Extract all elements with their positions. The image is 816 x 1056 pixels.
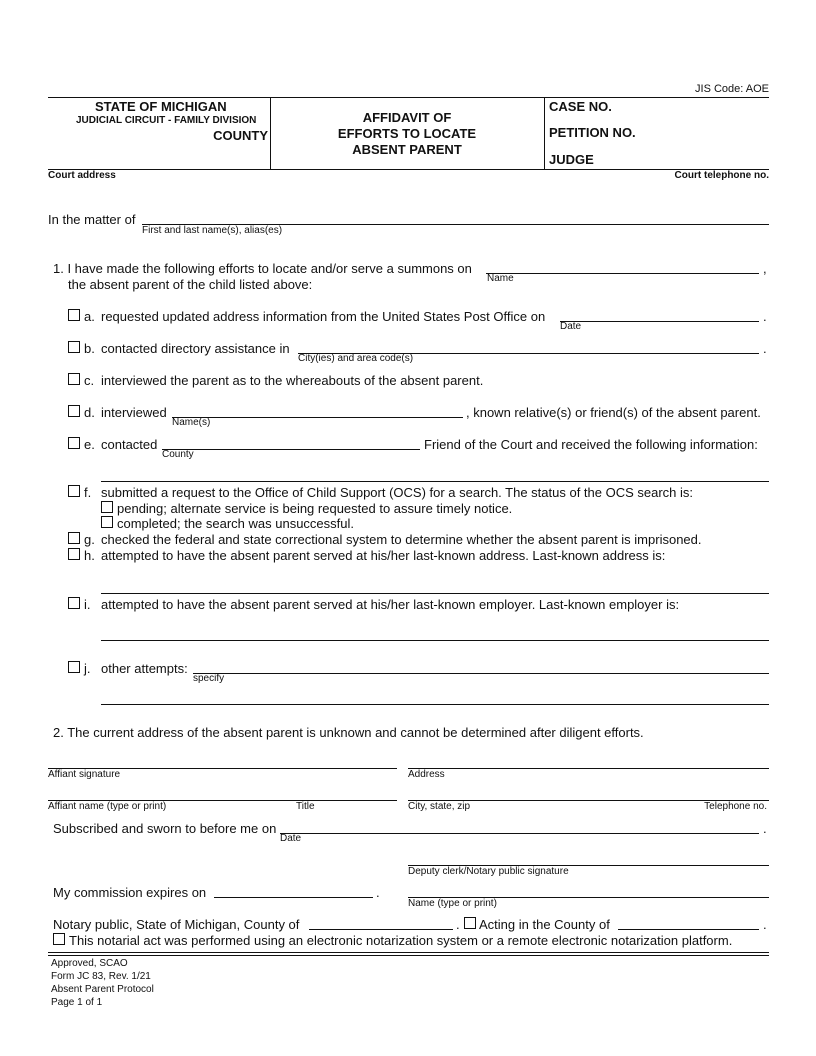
affiant-name-label: Affiant name (type or print): [48, 801, 167, 812]
item-e-sublabel: County: [162, 449, 194, 460]
form-title-line2: EFFORTS TO LOCATE: [337, 126, 477, 141]
item-j-text: other attempts:: [101, 661, 188, 676]
address-field[interactable]: [408, 768, 769, 769]
item-e-text: contacted: [101, 437, 158, 452]
item-h-text: attempted to have the absent parent served at his/her last-known address. Last-known address is:: [101, 548, 666, 563]
item-g-text: checked the federal and state correctional system to determine whether the absent parent is imprisoned.: [101, 532, 702, 547]
checkbox-g[interactable]: [68, 532, 80, 544]
telephone-label: Telephone no.: [704, 801, 767, 812]
item1-comma: ,: [763, 261, 767, 276]
item-a-date-sublabel: Date: [560, 321, 582, 332]
affiant-signature-label: Affiant signature: [48, 769, 121, 780]
footer-rule-1: [48, 952, 769, 953]
electronic-notarization-text: This notarial act was performed using an electronic notarization system or a remote electronic notarization platform.: [69, 933, 733, 948]
matter-sublabel: First and last name(s), alias(es): [142, 225, 283, 236]
subscribed-label: Subscribed and sworn to before me on: [53, 821, 277, 836]
subscribed-period: .: [763, 821, 767, 836]
item-j-sublabel: specify: [193, 673, 225, 684]
title-label: Title: [296, 801, 315, 812]
item-c-text: interviewed the parent as to the whereabouts of the absent parent.: [101, 373, 484, 388]
jis-code: JIS Code: AOE: [695, 83, 769, 95]
form-title-line1: AFFIDAVIT OF: [362, 110, 452, 125]
checkbox-f-pending[interactable]: [101, 501, 113, 513]
footer-form-number: Form JC 83, Rev. 1/21: [51, 971, 151, 982]
checkbox-j[interactable]: [68, 661, 80, 673]
court-telephone-label: Court telephone no.: [674, 170, 769, 181]
case-no-label: CASE NO.: [549, 99, 612, 114]
item-j-letter: j.: [84, 661, 91, 676]
matter-label: In the matter of: [48, 212, 136, 227]
notary-county-field[interactable]: [309, 929, 453, 930]
item-h-address-field[interactable]: [101, 593, 769, 594]
item-e-text2: Friend of the Court and received the following information:: [424, 437, 758, 452]
item-e-county-field[interactable]: [162, 449, 420, 450]
commission-date-field[interactable]: [214, 897, 373, 898]
item-f-completed: completed; the search was unsuccessful.: [117, 516, 355, 531]
commission-period: .: [376, 885, 380, 900]
item-b-letter: b.: [84, 341, 95, 356]
state-label: STATE OF MICHIGAN: [95, 99, 227, 114]
item-i-letter: i.: [84, 597, 91, 612]
item-a-date-field[interactable]: [560, 321, 759, 322]
county-label: COUNTY: [213, 128, 268, 143]
item-c-letter: c.: [84, 373, 95, 388]
item-f-letter: f.: [84, 485, 92, 500]
header-divider-2: [544, 97, 545, 169]
acting-period: .: [763, 917, 767, 932]
item1-line2: the absent parent of the child listed above:: [68, 277, 313, 292]
notary-county-label: Notary public, State of Michigan, County of: [53, 917, 300, 932]
acting-label: Acting in the County of: [479, 917, 610, 932]
notary-county-period: .: [456, 917, 460, 932]
checkbox-i[interactable]: [68, 597, 80, 609]
checkbox-e[interactable]: [68, 437, 80, 449]
judge-label: JUDGE: [549, 152, 594, 167]
item1-line1: 1. I have made the following efforts to locate and/or serve a summons on: [53, 261, 472, 276]
notary-name-label: Name (type or print): [408, 898, 497, 909]
checkbox-f[interactable]: [68, 485, 80, 497]
item-a-period: .: [763, 309, 767, 324]
item-f-text: submitted a request to the Office of Child Support (OCS) for a search. The status of the OCS search is:: [101, 485, 694, 500]
deputy-clerk-label: Deputy clerk/Notary public signature: [408, 866, 569, 877]
footer-page: Page 1 of 1: [51, 997, 103, 1008]
circuit-label: JUDICIAL CIRCUIT - FAMILY DIVISION: [76, 115, 257, 126]
city-state-zip-label: City, state, zip: [408, 801, 471, 812]
item-d-text2: , known relative(s) or friend(s) of the absent parent.: [466, 405, 761, 420]
item-b-period: .: [763, 341, 767, 356]
acting-county-field[interactable]: [618, 929, 759, 930]
checkbox-b[interactable]: [68, 341, 80, 353]
checkbox-a[interactable]: [68, 309, 80, 321]
commission-label: My commission expires on: [53, 885, 207, 900]
checkbox-f-completed[interactable]: [101, 516, 113, 528]
subscribed-date-field[interactable]: [280, 833, 759, 834]
item-d-text: interviewed: [101, 405, 167, 420]
checkbox-c[interactable]: [68, 373, 80, 385]
footer-approved: Approved, SCAO: [51, 958, 128, 969]
item-g-letter: g.: [84, 532, 95, 547]
checkbox-h[interactable]: [68, 548, 80, 560]
checkbox-d[interactable]: [68, 405, 80, 417]
item1-name-sublabel: Name: [487, 273, 514, 284]
item2-text: 2. The current address of the absent parent is unknown and cannot be determined after diligent efforts.: [53, 725, 644, 740]
item1-name-field[interactable]: [486, 273, 759, 274]
footer-protocol: Absent Parent Protocol: [51, 984, 154, 995]
acting-checkbox[interactable]: [464, 917, 476, 929]
electronic-notarization-checkbox[interactable]: [53, 933, 65, 945]
subscribed-date-sublabel: Date: [280, 833, 302, 844]
item-e-info-field[interactable]: [101, 481, 769, 482]
item-a-letter: a.: [84, 309, 95, 324]
form-title-line3: ABSENT PARENT: [352, 142, 462, 157]
item-j-extra-field[interactable]: [101, 704, 769, 705]
item-i-text: attempted to have the absent parent served at his/her last-known employer. Last-known employer is:: [101, 597, 680, 612]
item-a-text: requested updated address information from the United States Post Office on: [101, 309, 546, 324]
address-label: Address: [408, 769, 445, 780]
footer-rule-2: [48, 955, 769, 956]
header-top-rule: [48, 97, 769, 98]
item-h-letter: h.: [84, 548, 95, 563]
item-b-text: contacted directory assistance in: [101, 341, 290, 356]
item-i-employer-field[interactable]: [101, 640, 769, 641]
item-b-sublabel: City(ies) and area code(s): [298, 353, 414, 364]
item-e-letter: e.: [84, 437, 95, 452]
item-f-pending: pending; alternate service is being requested to assure timely notice.: [117, 501, 513, 516]
court-address-label: Court address: [48, 170, 116, 181]
item-j-specify-field[interactable]: [193, 673, 769, 674]
item-d-sublabel: Name(s): [172, 417, 211, 428]
item-d-names-field[interactable]: [172, 417, 463, 418]
item-d-letter: d.: [84, 405, 95, 420]
petition-no-label: PETITION NO.: [549, 125, 636, 140]
